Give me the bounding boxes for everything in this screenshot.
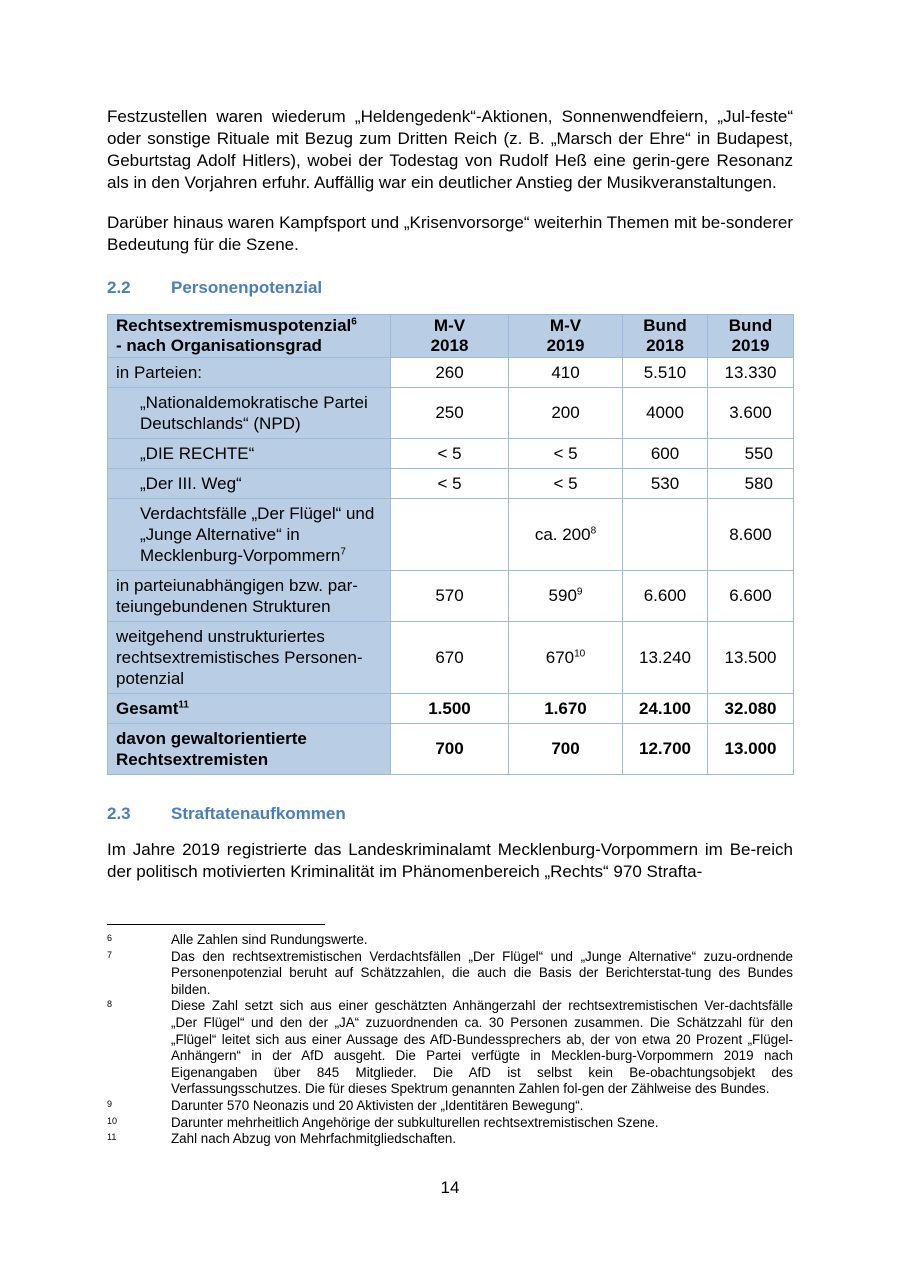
table-row [108,469,794,499]
row-label-cell [108,694,391,724]
table-cell: 250 [391,388,509,439]
footnote-text: Darunter mehrheitlich Angehörige der subkulturellen rechtsextremistischen Szene. [171,1114,659,1130]
table-cell: 550 [708,439,794,469]
row-label: „Nationaldemokratische Partei Deutschlands“ (NPD) [108,388,391,439]
row-label: in Parteien: [108,358,391,388]
row-label-cell [108,499,391,571]
footnote-number: 10 [107,1115,118,1126]
table-cell: 530 [623,469,708,499]
page-content [107,106,793,904]
violent-row [108,724,794,775]
table-cell: 13.240 [623,622,708,694]
table-row [108,388,794,439]
table-cell: < 5 [391,439,509,469]
table-cell: 200 [509,388,623,439]
row-label: Verdachtsfälle „Der Flügel“ und „Junge Alternative“ in Mecklenburg-Vorpommern [140,504,375,565]
table-cell-with-footnote: ca. $200^8$ [509,499,623,571]
table-cell: 24.100 [623,694,708,724]
footnotes [107,932,793,1148]
column-header: Bund 2019 [708,315,794,358]
table-cell-with-footnote: $590^9$ [509,571,623,622]
section-number: 2.3 [107,804,131,823]
table-cell: 13.500 [708,622,794,694]
table-cell: 700 [509,724,623,775]
section-heading-2-3 [107,803,793,825]
row-label: Gesamt [116,699,179,718]
table-cell: 3.600 [708,388,794,439]
footnote-ref: 8 [590,524,597,536]
table-cell: 700 [391,724,509,775]
section-heading-2-2 [107,277,793,299]
footnote-number: 9 [107,1098,113,1109]
table-row [108,358,794,388]
table-cell: 6.600 [708,571,794,622]
footnote-text: Diese Zahl setzt sich aus einer geschätzten Anhängerzahl der rechtsextremistischen Ver-dachtsfälle „Der Flügel“ und den der „JA“ zuzuordnenden ca. 30 Personen zusammen. Die Schätzzahl für den „Flügel“ leitet sich aus einer Aussage des AfD-Bundessprechers ab, der von etwa 20 Prozent „Flügel-Anhängern“ in der AfD ausgeht. Die Partei verfügte in Mecklen-burg-Vorpommern 2019 nach Eigenangaben über 845 Mitglieder. Die AfD ist selbst kein Be-obachtungsobjekt des Verfassungsschutzes. Die für dieses Spektrum genannten Zahlen fol-gen der Zählweise des Bundes. [171,998,793,1097]
footnote-ref: 10 [574,647,586,659]
header-label-cell [108,315,391,358]
table-cell: 570 [391,571,509,622]
table-cell: < 5 [509,439,623,469]
section-title: Straftatenaufkommen [171,804,346,823]
table-cell: < 5 [509,469,623,499]
column-header: Bund 2018 [623,315,708,358]
table-cell: 1.500 [391,694,509,724]
table-cell: 8.600 [708,499,794,571]
header-label: Rechtsextremismuspotenzial [116,316,352,335]
table-row [108,571,794,622]
row-label: davon gewaltorientierte Rechtsextremisten [108,724,391,775]
table-cell: 260 [391,358,509,388]
table-cell [623,499,708,571]
page-number: 14 [440,1178,460,1197]
table-header-row [108,315,794,358]
table-row [108,622,794,694]
total-row [108,694,794,724]
table-row [108,499,794,571]
table-cell: 13.000 [708,724,794,775]
footnote-ref: 7 [340,546,346,558]
footnote [107,1115,793,1132]
footnote [107,998,793,1098]
header-label-line2: - nach Organisationsgrad [116,336,322,355]
footnote-text: Zahl nach Abzug von Mehrfachmitgliedschaften. [171,1131,457,1147]
intro-paragraph-1: Festzustellen waren wiederum „Heldengedenk“-Aktionen, Sonnenwendfeiern, „Jul-feste“ oder sonstige Rituale mit Bezug zum Dritten Reich (z. B. „Marsch der Ehre“ in Budapest, Geburtstag Adolf Hitlers), wobei der Todestag von Rudolf Heß eine gerin-gere Resonanz als in den Vorjahren erfuhr. Auffällig war ein deutlicher Anstieg der Musikveranstaltungen. [107,107,793,192]
footnote-number: 11 [107,1132,117,1143]
table-row [108,439,794,469]
footnote-ref: 6 [351,316,357,328]
table-cell: 670 [391,622,509,694]
section-paragraph: Im Jahre 2019 registrierte das Landeskriminalamt Mecklenburg-Vorpommern im Be-reich der politisch motivierten Kriminalität im Phänomenbereich „Rechts“ 970 Strafta- [107,840,793,881]
table-cell: 32.080 [708,694,794,724]
table-cell [391,499,509,571]
row-label: „Der III. Weg“ [108,469,391,499]
personenpotenzial-table [107,314,794,775]
footnote [107,949,793,999]
footnote-number: 8 [107,999,113,1010]
row-label: in parteiunabhängigen bzw. par-teiungebundenen Strukturen [108,571,391,622]
row-label: weitgehend unstrukturiertes rechtsextremistisches Personen-potenzial [108,622,391,694]
column-header: M-V 2018 [391,315,509,358]
table-cell: 6.600 [623,571,708,622]
table-cell: 580 [708,469,794,499]
table-cell: 410 [509,358,623,388]
footnote-number: 6 [107,933,113,943]
footnote [107,1098,793,1115]
table-cell-with-footnote: $670^{10}$ [509,622,623,694]
footnote [107,1131,793,1148]
footnote-text: Das den rechtsextremistischen Verdachtsfällen „Der Flügel“ und „Junge Alternative“ zuzu-ordnende Personenpotenzial beruht auf Schätzzahlen, die auch die Basis der Berichterstat-tung des Bundes bilden. [171,948,793,997]
row-label: „DIE RECHTE“ [108,439,391,469]
section-title: Personenpotenzial [171,278,323,297]
table-cell: 13.330 [708,358,794,388]
intro-paragraph-2: Darüber hinaus waren Kampfsport und „Krisenvorsorge“ weiterhin Themen mit be-sonderer Bedeutung für die Szene. [107,213,793,254]
footnote-ref: 9 [576,586,583,598]
footnote-separator [107,924,325,925]
section-number: 2.2 [107,278,131,297]
footnote [107,932,793,949]
table-cell: 1.670 [509,694,623,724]
table-cell: < 5 [391,469,509,499]
table-cell: 12.700 [623,724,708,775]
table-cell: 4000 [623,388,708,439]
footnote-ref: 11 [178,699,189,711]
table-cell: 5.510 [623,358,708,388]
footnote-text: Alle Zahlen sind Rundungswerte. [171,932,368,947]
footnote-number: 7 [107,949,113,960]
column-header: M-V 2019 [509,315,623,358]
footnote-text: Darunter 570 Neonazis und 20 Aktivisten der „Identitären Bewegung“. [171,1097,584,1113]
table-cell: 600 [623,439,708,469]
